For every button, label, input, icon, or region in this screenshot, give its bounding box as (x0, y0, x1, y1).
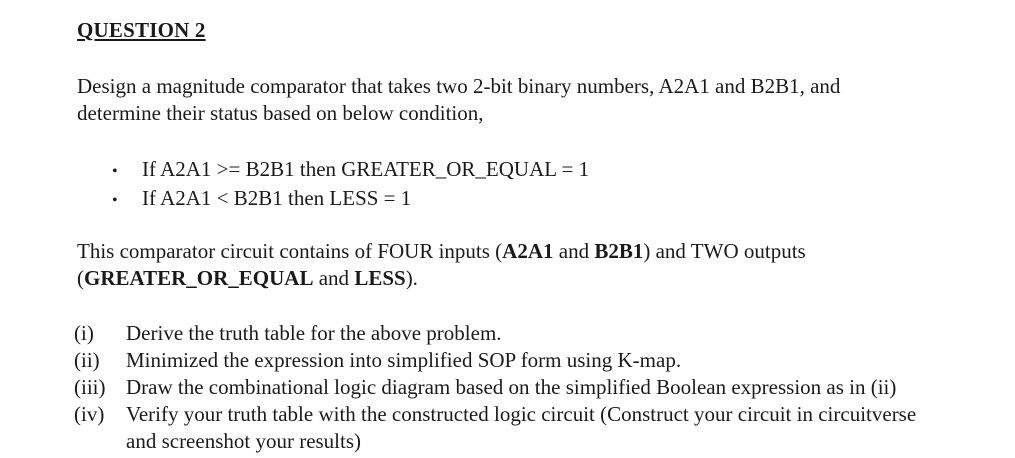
description-text: ) and TWO outputs (643, 239, 806, 263)
task-item (74, 347, 916, 374)
task-text (126, 401, 916, 455)
output-ge-label: GREATER_OR_EQUAL (84, 266, 314, 290)
task-item (74, 401, 916, 455)
input-b-label: B2B1 (594, 239, 644, 263)
task-line: Derive the truth table for the above problem. (126, 321, 502, 345)
condition-text: If A2A1 < B2B1 then LESS = 1 (142, 186, 412, 210)
task-line: and screenshot your results) (126, 429, 362, 453)
description-text: ( (77, 266, 84, 290)
bullet-icon: • (112, 192, 118, 209)
task-line: Verify your truth table with the constructed logic circuit (Construct your circuit in circuitverse (126, 402, 917, 426)
input-a-label: A2A1 (502, 239, 554, 263)
description-text: This comparator circuit contains of FOUR inputs ( (77, 239, 503, 263)
task-text (126, 374, 896, 401)
intro-line-2: determine their status based on below condition, (77, 101, 484, 125)
description-text: ). (405, 266, 418, 290)
condition-text: If A2A1 >= B2B1 then GREATER_OR_EQUAL = 1 (142, 157, 590, 181)
question-heading: QUESTION 2 (77, 18, 206, 42)
task-list (74, 320, 916, 455)
task-number: (iii) (74, 375, 106, 399)
description-line-2 (77, 265, 806, 292)
task-line: Minimized the expression into simplified SOP form using K-map. (126, 348, 682, 372)
task-item (74, 374, 916, 401)
condition-list (112, 156, 589, 214)
description-line-1 (77, 238, 806, 265)
output-less-label: LESS (354, 266, 406, 290)
task-text (126, 320, 502, 347)
condition-item (112, 156, 589, 185)
condition-item (112, 185, 589, 214)
task-line: Draw the combinational logic diagram based on the simplified Boolean expression as in (ii) (126, 375, 897, 399)
task-item (74, 320, 916, 347)
description-paragraph (77, 238, 806, 292)
task-number: (i) (74, 321, 94, 345)
intro-paragraph (77, 73, 840, 127)
task-number: (iv) (74, 402, 105, 426)
task-number: (ii) (74, 348, 100, 372)
description-text: and (313, 266, 355, 290)
bullet-icon: • (112, 163, 118, 180)
intro-line-1: Design a magnitude comparator that takes two 2-bit binary numbers, A2A1 and B2B1, and (77, 74, 841, 98)
task-text (126, 347, 681, 374)
description-text: and (553, 239, 595, 263)
